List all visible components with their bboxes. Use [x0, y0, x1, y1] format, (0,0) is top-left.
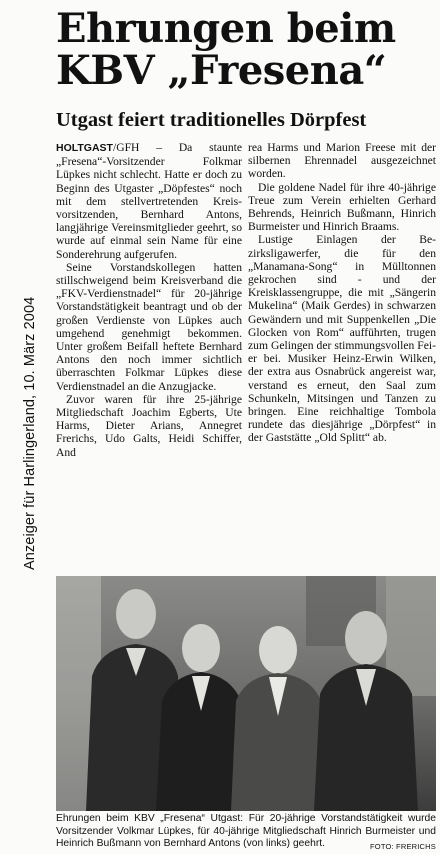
- article-column-2: [248, 141, 436, 445]
- paragraph: Lustige Einlagen der Bezirksligawerfer, die für den „Manamana-Song“ in Mülltonnen gekrochen sind - und der Kreisklassengruppe, die mit „Sängerin Mukelina“ (Maik Gerdes) in schwarzen Gewändern und mit Suppenkellen „Die Glocken von Rom“ aufführten, trugen zum Gelingen der stimmungsvollen Feier bei. Musiker Heinz-Erwin Wilken, der extra aus Osnabrück angereist war, verstand es erneut, den Saal zum Schunkeln, Mitsingen und Tanzen zu bringen. Eine reichhaltige Tombola rundete das diesjährige „Dörpfest“ in der Gaststätte „Old Splitt“ ab.: [248, 233, 436, 445]
- headline: [56, 5, 436, 94]
- caption-text: Ehrungen beim KBV „Fresena“ Utgast: Für 20-jährige Vorstandstätigkeit wurde Vorsitzender Volkmar Lüpkes, für 40-jährige Mitgliedschaft Hinrich Burmeister und Heinrich Bußmann von Bernhard Antons (von links) geehrt.: [56, 813, 436, 849]
- headline-line-2: KBV „Fresena“: [56, 47, 387, 94]
- paragraph: [56, 141, 242, 261]
- group-photo: [56, 576, 436, 811]
- dateline-suffix: /GFH –: [112, 141, 179, 154]
- photo-credit: FOTO: FRERICHS: [370, 842, 436, 851]
- photo-illustration: [56, 576, 436, 811]
- article-column-1: [56, 141, 242, 459]
- photo-caption: [56, 813, 436, 854]
- paragraph-text: Da staunte „Fresena“-Vorsitzender Folkmar Lüpkes nicht schlecht. Hatte er doch zu Beginn des Utgaster „Döpfestes“ noch mit dem stellvertretenden Kreisvorsitzenden, Bernhard Antons, langjährige Vereinsmitglieder geehrt, so wurde auf einmal sein Name für eine Sonderehrung aufgerufen.: [56, 141, 242, 261]
- subheadline: Utgast feiert traditionelles Dörpfest: [56, 109, 367, 131]
- headline-line-1: Ehrungen beim: [56, 5, 396, 52]
- paragraph: Zuvor waren für ihre 25-jährige Mitgliedschaft Joachim Egberts, Ute Harms, Dieter Arians, Annegret Frerichs, Udo Galts, Heidi Schiffer, And: [56, 392, 242, 459]
- source-label: Anzeiger für Harlingerland, 10. März 2004: [22, 296, 38, 570]
- paragraph: Die goldene Nadel für ihre 40-jährige Treue zum Verein erhielten Gerhard Behrends, Heinrich Bußmann, Hinrich Burmeister und Hinrich Braams.: [248, 180, 436, 234]
- paragraph: rea Harms und Marion Freese mit der silbernen Ehrennadel ausgezeichnet worden.: [248, 141, 436, 181]
- dateline: HOLTGAST: [56, 142, 113, 154]
- paragraph: Seine Vorstandskollegen hatten stillschweigend beim Kreisverband die „FKV-Verdienstnadel“ für 20-jährige Vorstandstätigkeit beantragt und ob der großen Verdienste von Lüpkes auch umgehend genehmigt bekommen. Unter großem Beifall heftete Bernhard Antons den noch immer sichtlich überraschten Folkmar Lüpkes diese Verdienstnadel an die Anzugjacke.: [56, 260, 242, 393]
